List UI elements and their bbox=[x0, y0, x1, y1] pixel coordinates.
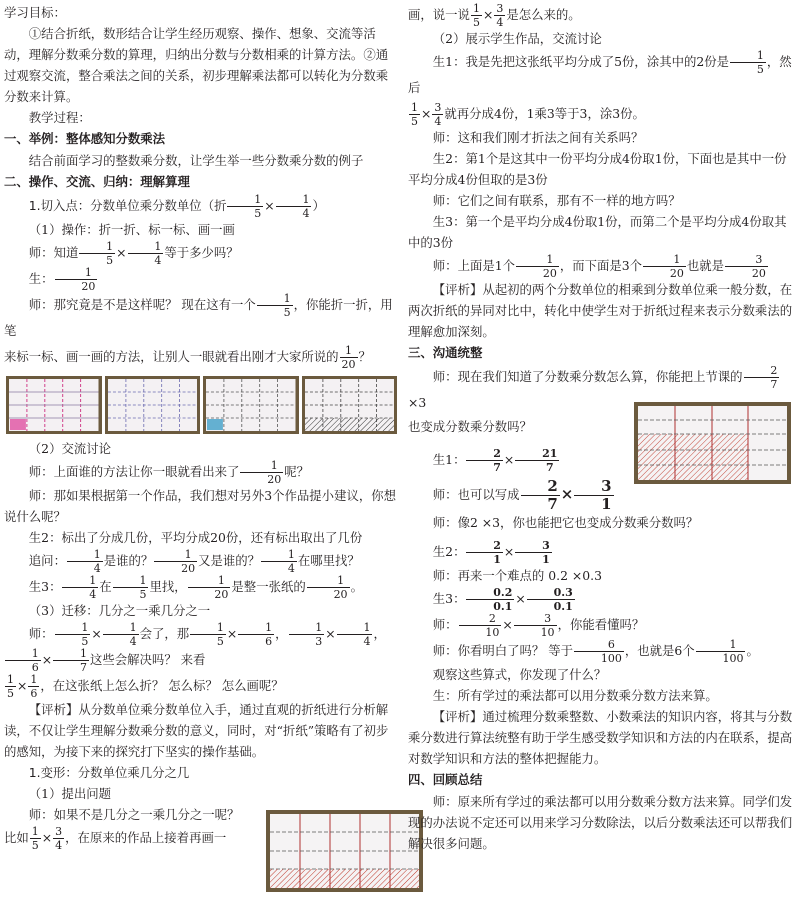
show-work-label: （2）展示学生作品，交流讨论 bbox=[432, 31, 602, 46]
teacher-line-7: 比如 $\frac{1}{5}$ × $\frac{3}{4}$ ，在原来的作品上接着再画一 bbox=[4, 825, 227, 852]
right-evaluation-2: 【评析】通过梳理分数乘整数、小数乘法的知识内容，将其与分数乘分数进行算法统整有助于学生感受数学知识和方法的内在联系，提高对数学知识和方法的整体把握能力。 bbox=[408, 709, 793, 766]
teacher-line-4: 师：那如果根据第一个作品，我们想对另外3个作品提小建议，你想说什么呢？ bbox=[4, 488, 397, 524]
section-3-heading: 三、沟通统整 bbox=[408, 345, 483, 360]
work-photo-3 bbox=[203, 376, 299, 434]
teacher-line-2: 师：那究竟是不是这样呢？ 现在这有一个 $\frac{1}{5}$ ，你能折一折，用笔 bbox=[4, 292, 393, 338]
right-teacher-5: 师：也可以写成 $\frac{2}{7}$ × $\frac{3}{1}$ bbox=[432, 477, 612, 513]
teacher-line-1: 师：知道 $\frac{1}{5}$ × $\frac{1}{4}$ 等于多少吗？ bbox=[28, 240, 239, 267]
right-teacher-9: 师：你看明白了吗？ 等于 $\frac{6}{100}$ ，也就是6个 $\frac{1}{100}$ 。 bbox=[432, 638, 759, 665]
variation-label: 1.变形：分数单位乘几分之几 bbox=[28, 765, 190, 780]
right-teacher-3: 师：上面是1个 $\frac{1}{20}$ ，而下面是3个 $\frac{1}{20}$ 也就是 $\frac{3}{20}$ bbox=[432, 253, 766, 280]
student-2-line: 生2：标出了分成几份，平均分成20份，还有标出取出了几份 bbox=[28, 530, 363, 545]
ask-question-label: （1）提出问题 bbox=[28, 786, 112, 801]
student-answer: 生： $\frac{1}{20}$ bbox=[28, 266, 96, 293]
right-teacher-7: 师：再来一个难点的 0.2 ×0.3 bbox=[432, 568, 602, 583]
fold-photo-right bbox=[634, 402, 791, 484]
right-student-3: 生3：第一个是平均分成4份取1份，而第二个是平均分成4份取其中的3份 bbox=[408, 214, 787, 250]
operation-label: （1）操作：折一折、标一标、画一画 bbox=[28, 222, 235, 237]
evaluation-1: 【评析】从分数单位乘分数单位入手，通过直观的折纸进行分析解读，不仅让学生理解分数乘分数的意义，同时，对“折纸”策略有了初步的感知，为接下来的探究打下坚实的操作基础。 bbox=[4, 702, 389, 759]
right-student-b: 生2： $\frac{2}{1}$ × $\frac{3}{1}$ bbox=[432, 539, 550, 566]
right-student-1-cont: $\frac{1}{5}$ × $\frac{3}{4}$ 就再分成4份，1乘3等于3，涂3份。 bbox=[411, 101, 645, 128]
follow-up-question: 追问： $\frac{1}{4}$ 是谁的？ $\frac{1}{20}$ 又是谁的？ $\frac{1}{4}$ 在哪里找？ bbox=[28, 548, 360, 575]
right-evaluation-1: 【评析】从起初的两个分数单位的相乘到分数单位乘一般分数，在两次折纸的异同对比中，转化中使学生对于折纸过程来表示分数乘法的理解愈加深刻。 bbox=[408, 282, 793, 339]
discussion-label: （2）交流讨论 bbox=[28, 441, 112, 456]
fold-photo-left bbox=[266, 810, 423, 892]
teacher-line-2-cont: 来标一标、画一画的方法，让别人一眼就看出刚才大家所说的 $\frac{1}{20}$ ？ bbox=[4, 344, 371, 371]
entry-point-line: 1.切入点：分数单位乘分数单位（折 $\frac{1}{5}$ × $\frac{1}{4}$ ） bbox=[28, 193, 325, 220]
right-teacher-4-cont: 也变成分数乘分数吗？ bbox=[408, 419, 532, 434]
student-work-photos bbox=[6, 376, 397, 434]
section-1-heading: 一、举例：整体感知分数乘法 bbox=[4, 131, 166, 146]
right-teacher-4: 师：现在我们知道了分数乘分数怎么算，你能把上节课的 $\frac{2}{7}$ ×3 bbox=[408, 364, 778, 410]
section-2-heading: 二、操作、交流、归纳：理解算理 bbox=[4, 174, 190, 189]
goals-text: ①结合折纸，数形结合让学生经历观察、操作、想象、交流等活动，理解分数乘分数的算理，归纳出分数与分数相乘的计算方法。②通过观察交流，整合乘法之间的关系，初步理解乘法都可以转化为分数乘分数来计算。 bbox=[4, 26, 389, 104]
right-student-c: 生3： $\frac{0.2}{0.1}$ × $\frac{0.3}{0.1}$ bbox=[432, 586, 573, 613]
right-student-1: 生1：我是先把这张纸平均分成了5份，涂其中的2份是 $\frac{1}{5}$ ，然后 bbox=[408, 49, 792, 95]
right-teacher-6: 师：像2 ×3，你也能把它也变成分数乘分数吗？ bbox=[432, 515, 699, 530]
section-1-text: 结合前面学习的整数乘分数，让学生举一些分数乘分数的例子 bbox=[28, 153, 364, 168]
goals-label: 学习目标： bbox=[4, 5, 66, 20]
migration-label: （3）迁移：几分之一乘几分之一 bbox=[28, 603, 211, 618]
work-photo-4 bbox=[302, 376, 398, 434]
right-teacher-2: 师：它们之间有联系，那有不一样的地方吗？ bbox=[432, 193, 681, 208]
right-teacher-1: 师：这和我们刚才折法之间有关系吗？ bbox=[432, 130, 644, 145]
right-student-2: 生2：第1个是这其中一份平均分成4份取1份，下面也是其中一份平均分成4份但取的是3份 bbox=[408, 151, 787, 187]
process-label: 教学过程： bbox=[28, 110, 91, 125]
summary-text: 师：原来所有学过的乘法都可以用分数乘分数方法来算。同学们发现的办法说不定还可以用来学习分数除法，以后分数乘法还可以帮我们解决很多问题。 bbox=[408, 794, 793, 851]
teacher-line-5-cont: $\frac{1}{5}$ × $\frac{1}{6}$ ，在这张纸上怎么折？ 怎么标？ 怎么画呢？ bbox=[7, 673, 284, 700]
teacher-line-3: 师：上面谁的方法让你一眼就看出来了 $\frac{1}{20}$ 呢？ bbox=[28, 459, 310, 486]
work-photo-2 bbox=[105, 376, 201, 434]
right-student-4: 生：所有学过的乘法都可以用分数乘分数方法来算。 bbox=[432, 688, 718, 703]
student-3-line: 生3： $\frac{1}{4}$ 在 $\frac{1}{5}$ 里找， $\frac{1}{20}$ 是整一张纸的 $\frac{1}{20}$ 。 bbox=[28, 574, 363, 601]
right-teacher-8: 师： $\frac{2}{10}$ × $\frac{3}{10}$ ，你能看懂吗？ bbox=[432, 612, 645, 639]
teacher-line-5: 师： $\frac{1}{5}$ × $\frac{1}{4}$ 会了，那 $\frac{1}{5}$ × $\frac{1}{6}$ ， $\frac{1}{3}$ × $\frac{1}{4}$ ， $\frac{1}{6}$ × $\frac{1}{7}$ 这些会解决吗？ 来看 bbox=[4, 621, 397, 673]
right-student-a: 生1： $\frac{2}{7}$ × $\frac{21}{7}$ bbox=[432, 447, 558, 474]
left-column bbox=[4, 2, 397, 851]
right-line-1: 画，说一说 $\frac{1}{5}$ × $\frac{3}{4}$ 是怎么来的。 bbox=[408, 2, 581, 29]
teacher-line-6: 师：如果不是几分之一乘几分之一呢？ bbox=[28, 807, 240, 822]
work-photo-1 bbox=[6, 376, 102, 434]
observe-question: 观察这些算式，你发现了什么？ bbox=[432, 667, 607, 682]
section-4-heading: 四、回顾总结 bbox=[408, 772, 483, 787]
